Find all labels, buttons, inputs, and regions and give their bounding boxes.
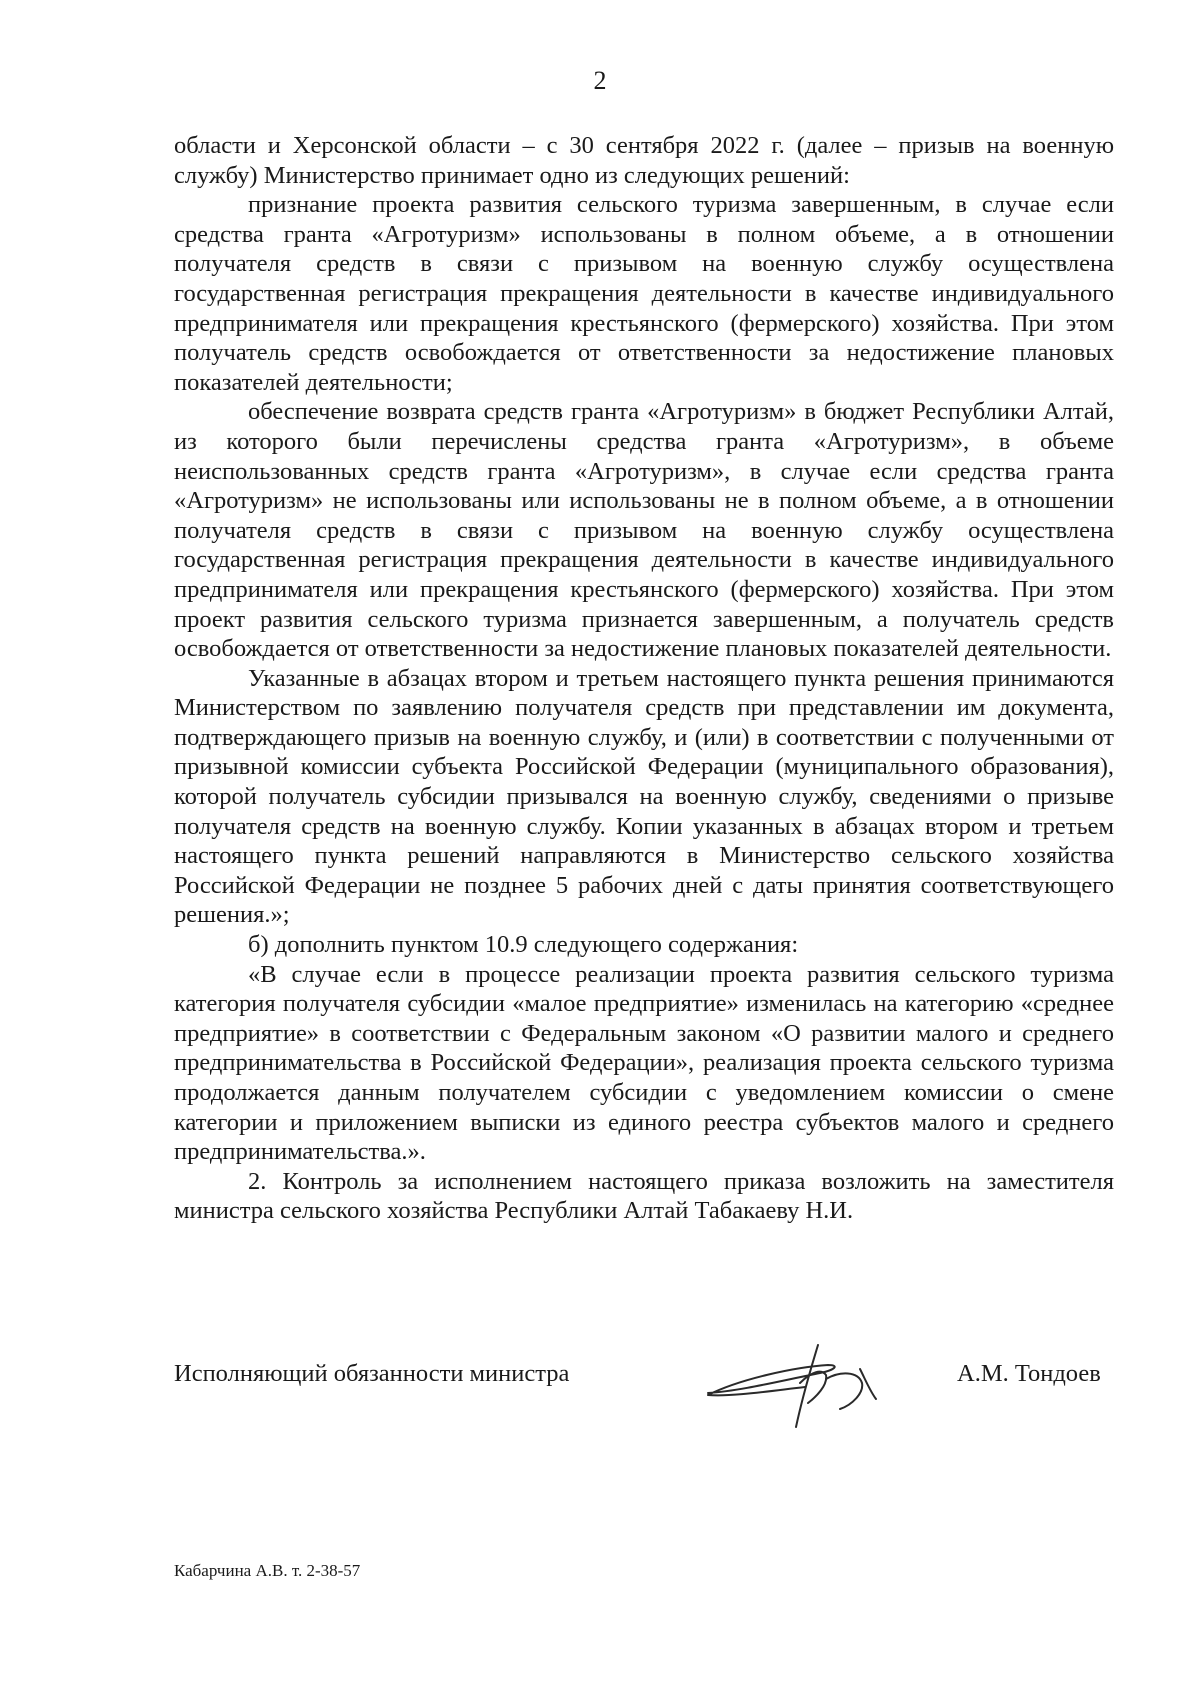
paragraph-decision-complete: признание проекта развития сельского туризма завершенным, в случае если средства гранта «Агротуризм» использованы в полном объеме, а в отношении получателя средств в связи с призывом на военную службу осуществлена государственная регистрация прекращения деятельности в качестве индивидуального предпринимателя или прекращения крестьянского (фермерского) хозяйства. При этом получатель средств освобождается от ответственности за недостижение плановых показателей деятельности; [174, 191, 1114, 396]
paragraph-continuation: области и Херсонской области – с 30 сентября 2022 г. (далее – призыв на военную службу) Министерство принимает одно из следующих решений: [174, 132, 1114, 189]
handwritten-signature [700, 1335, 920, 1435]
paragraph-amendment-b: б) дополнить пунктом 10.9 следующего содержания: [248, 931, 799, 959]
paragraph-decision-procedure: Указанные в абзацах втором и третьем настоящего пункта решения принимаются Министерством по заявлению получателя средств при представлении им документа, подтверждающего призыв на военную службу, и (или) в соответствии с полученными от призывной комиссии субъекта Российской Федерации (муниципального образования), которой получатель субсидии призывался на военную службу, сведениями о призыве получателя средств на военную службу. Копии указанных в абзацах втором и третьем настоящего пункта решений направляются в Министерство сельского хозяйства Российской Федерации не позднее 5 рабочих дней с даты принятия соответствующего решения.»; [174, 664, 1114, 929]
paragraph-control: 2. Контроль за исполнением настоящего приказа возложить на заместителя министра сельского хозяйства Республики Алтай Табакаеву Н.И. [174, 1167, 1114, 1225]
page-number: 2 [593, 66, 607, 95]
signatory-name: А.М. Тондоев [957, 1360, 1101, 1387]
signatory-title: Исполняющий обязанности министра [174, 1360, 570, 1387]
executor-contact: Кабарчина А.В. т. 2-38-57 [174, 1561, 361, 1580]
document-body [174, 131, 1114, 1226]
paragraph-decision-refund: обеспечение возврата средств гранта «Агротуризм» в бюджет Республики Алтай, из которого были перечислены средства гранта «Агротуризм», в объеме неиспользованных средств гранта «Агротуризм», в случае если средства гранта «Агротуризм» не использованы или использованы не в полном объеме, а в отношении получателя средств в связи с призывом на военную службу осуществлена государственная регистрация прекращения деятельности в качестве индивидуального предпринимателя или прекращения крестьянского (фермерского) хозяйства. При этом проект развития сельского туризма признается завершенным, а получатель средств освобождается от ответственности за недостижение плановых показателей деятельности. [174, 398, 1114, 663]
paragraph-clause-10-9: «В случае если в процессе реализации проекта развития сельского туризма категория получателя субсидии «малое предприятие» изменилась на категорию «среднее предприятие» в соответствии с Федеральным законом «О развитии малого и среднего предпринимательства в Российской Федерации», реализация проекта сельского туризма продолжается данным получателем субсидии с уведомлением комиссии о смене категории и приложением выписки из единого реестра субъектов малого и среднего предпринимательства.». [174, 960, 1114, 1166]
